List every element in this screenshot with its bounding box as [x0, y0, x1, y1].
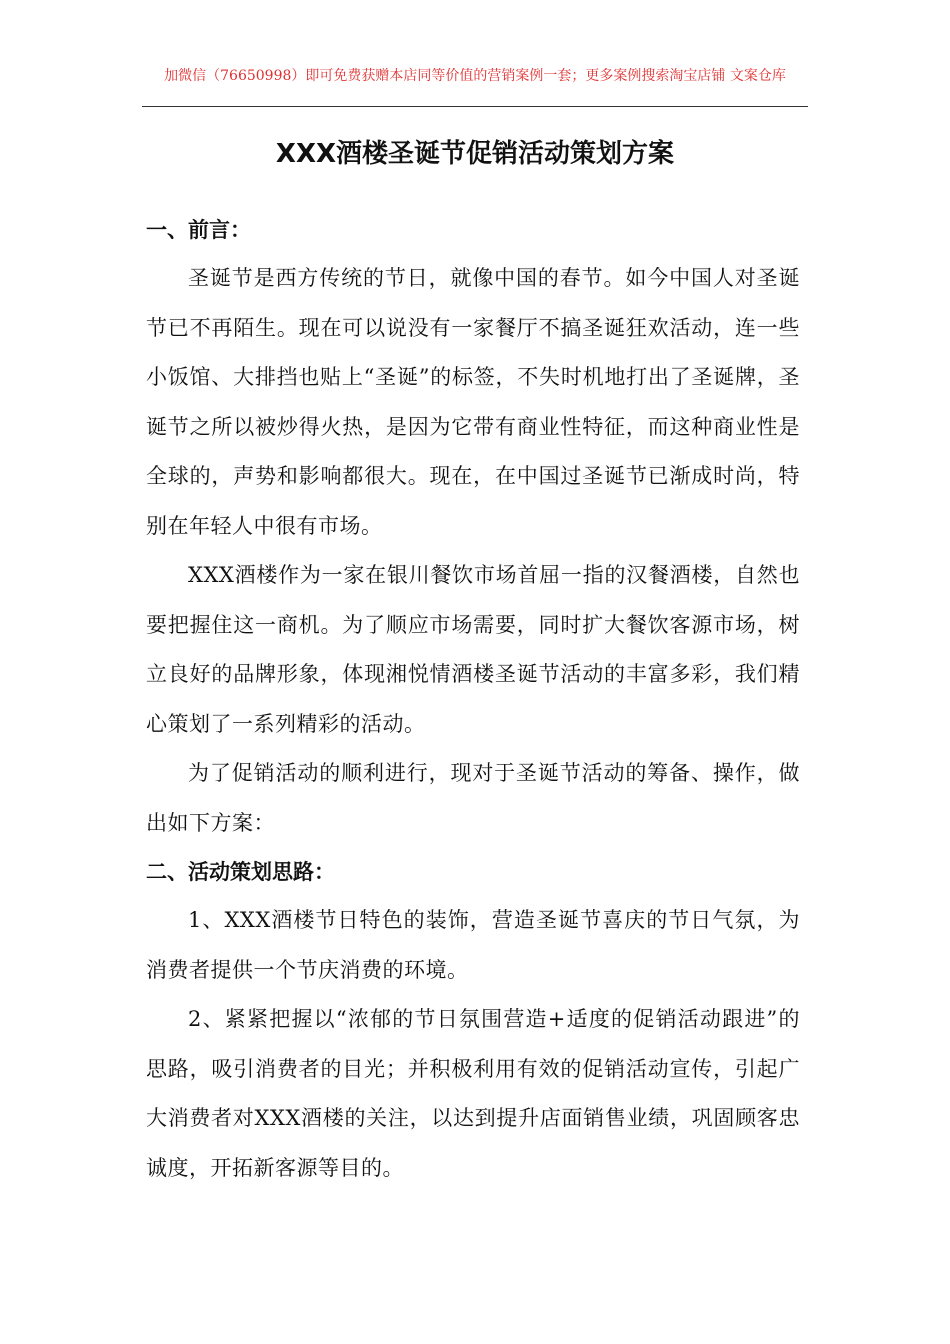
document-title: XXX酒楼圣诞节促销活动策划方案 — [275, 139, 675, 169]
intro-paragraph-2: XXX酒楼作为一家在银川餐饮市场首屈一指的汉餐酒楼，自然也要把握住这一商机。为了顺应市场需要，同时扩大餐饮客源市场，树立良好的品牌形象，体现湘悦情酒楼圣诞节活动的丰富多彩，我们精心策划了一系列精彩的活动。 — [146, 563, 800, 736]
ideas-paragraph-1: 1、XXX酒楼节日特色的装饰，营造圣诞节喜庆的节日气氛，为消费者提供一个节庆消费的环境。 — [146, 908, 800, 982]
intro-paragraph-3: 为了促销活动的顺利进行，现对于圣诞节活动的筹备、操作，做出如下方案： — [146, 761, 800, 835]
intro-paragraph-1: 圣诞节是西方传统的节日，就像中国的春节。如今中国人对圣诞节已不再陌生。现在可以说没有一家餐厅不搞圣诞狂欢活动，连一些小饭馆、大排挡也贴上“圣诞”的标签，不失时机地打出了圣诞牌，圣诞节之所以被炒得火热，是因为它带有商业性特征，而这种商业性是全球的，声势和影响都很大。现在，在中国过圣诞节已渐成时尚，特别在年轻人中很有市场。 — [146, 266, 800, 538]
ideas-paragraph-2: 2、紧紧把握以“浓郁的节日氛围营造+适度的促销活动跟进”的思路，吸引消费者的目光；并积极利用有效的促销活动宣传，引起广大消费者对XXX酒楼的关注，以达到提升店面销售业绩，巩固顾客忠诚度，开拓新客源等目的。 — [146, 1007, 800, 1180]
document-body — [146, 206, 800, 1193]
section-heading-ideas: 二、活动策划思路： — [146, 860, 335, 884]
section-heading-intro: 一、前言： — [146, 218, 251, 242]
header-divider — [142, 106, 808, 107]
header-promo-note: 加微信（76650998）即可免费获赠本店同等价值的营销案例一套；更多案例搜索淘宝店铺 文案仓库 — [164, 68, 786, 84]
